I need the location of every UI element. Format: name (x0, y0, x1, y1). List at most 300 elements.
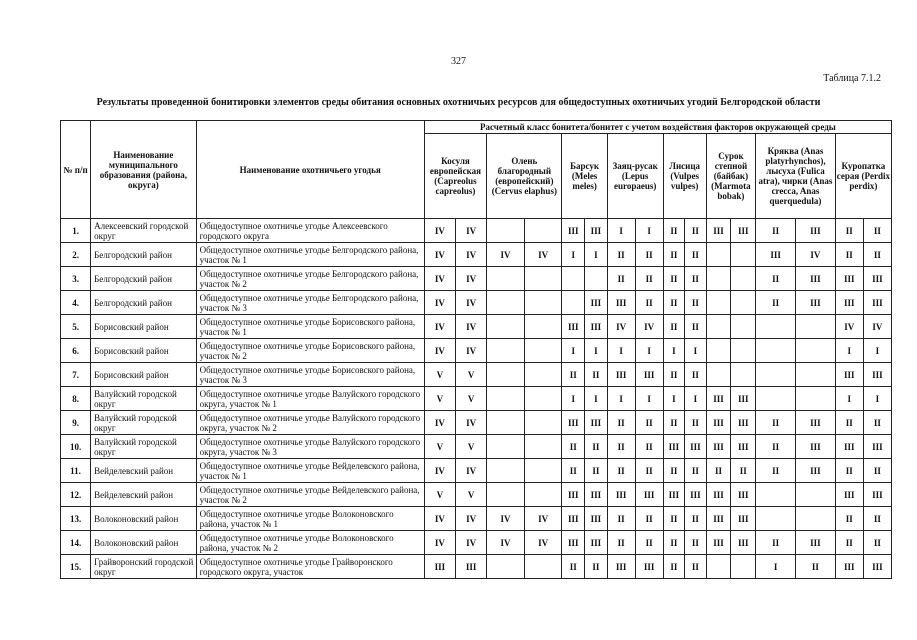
bonitet-cell: III (731, 387, 756, 411)
bonitet-cell: III (863, 291, 891, 315)
bonitet-cell (731, 267, 756, 291)
bonitet-cell: IV (424, 291, 455, 315)
table-row (61, 459, 892, 483)
bonitet-cell: III (663, 483, 685, 507)
bonitet-cell: II (685, 411, 707, 435)
bonitet-cell: IV (455, 339, 486, 363)
bonitet-cell: II (562, 459, 585, 483)
bonitet-cell: II (607, 459, 635, 483)
bonitet-cell: I (756, 555, 796, 579)
bonitet-cell: III (835, 291, 863, 315)
bonitet-cell: III (706, 387, 731, 411)
bonitet-cell: II (863, 243, 891, 267)
land-cell: Общедоступное охотничье угодье Валуйского городского округа, участок № 1 (196, 387, 424, 411)
row-number: 2. (61, 243, 91, 267)
bonitet-cell: II (685, 291, 707, 315)
table-row (61, 411, 892, 435)
bonitet-cell: II (835, 531, 863, 555)
bonitet-cell (731, 291, 756, 315)
bonitet-cell (487, 459, 525, 483)
bonitet-cell (795, 315, 835, 339)
bonitet-cell: III (795, 267, 835, 291)
bonitet-cell: III (706, 411, 731, 435)
bonitet-cell: V (424, 435, 455, 459)
bonitet-cell: II (863, 411, 891, 435)
bonitet-cell (487, 411, 525, 435)
bonitet-cell: II (706, 459, 731, 483)
bonitet-cell: II (585, 363, 608, 387)
table-body (61, 219, 892, 579)
header-group: Расчетный класс бонитета/бонитет с учетом воздействия факторов окружающей среды (424, 121, 891, 134)
table-row (61, 243, 892, 267)
district-cell: Валуйский городской округ (91, 411, 196, 435)
district-cell: Валуйский городской округ (91, 435, 196, 459)
land-cell: Общедоступное охотничье угодье Борисовского района, участок № 2 (196, 339, 424, 363)
bonitet-cell: IV (524, 243, 562, 267)
table-row (61, 531, 892, 555)
header-species: Барсук (Meles meles) (562, 134, 607, 219)
bonitet-cell: III (663, 435, 685, 459)
bonitet-cell: I (663, 339, 685, 363)
bonitet-cell: III (585, 507, 608, 531)
bonitet-cell: II (863, 507, 891, 531)
bonitet-cell: III (835, 555, 863, 579)
bonitet-cell (524, 483, 562, 507)
bonitet-cell (731, 243, 756, 267)
bonitet-cell (487, 339, 525, 363)
bonitet-cell (487, 555, 525, 579)
bonitet-cell: I (863, 387, 891, 411)
bonitet-cell: III (863, 555, 891, 579)
bonitet-cell (524, 459, 562, 483)
bonitet-cell: II (835, 219, 863, 243)
bonitet-cell: IV (424, 267, 455, 291)
bonitet-cell: II (863, 459, 891, 483)
bonitet-cell: I (607, 387, 635, 411)
district-cell: Волоконовский район (91, 507, 196, 531)
land-cell: Общедоступное охотничье угодье Белгородского района, участок № 3 (196, 291, 424, 315)
land-cell: Общедоступное охотничье угодье Алексеевского городского округа (196, 219, 424, 243)
bonitet-cell: III (635, 555, 663, 579)
bonitet-cell: I (835, 387, 863, 411)
table-row (61, 555, 892, 579)
bonitet-cell: III (706, 507, 731, 531)
bonitet-cell: III (562, 483, 585, 507)
bonitet-cell: II (795, 555, 835, 579)
land-cell: Общедоступное охотничье угодье Борисовского района, участок № 1 (196, 315, 424, 339)
bonitet-cell: II (607, 435, 635, 459)
bonitet-cell: IV (455, 315, 486, 339)
bonitet-cell: V (455, 363, 486, 387)
bonitet-cell: IV (524, 507, 562, 531)
bonitet-cell: IV (487, 507, 525, 531)
bonitet-cell: II (835, 411, 863, 435)
bonitet-cell: III (731, 531, 756, 555)
table-row (61, 267, 892, 291)
bonitet-cell: I (607, 339, 635, 363)
bonitet-cell (795, 507, 835, 531)
bonitet-cell: II (756, 411, 796, 435)
land-cell: Общедоступное охотничье угодье Белгородского района, участок № 1 (196, 243, 424, 267)
bonitet-cell: I (562, 387, 585, 411)
bonitet-cell: I (635, 339, 663, 363)
row-number: 8. (61, 387, 91, 411)
bonitet-cell (524, 267, 562, 291)
bonitet-cell (562, 267, 585, 291)
bonitet-cell: IV (424, 219, 455, 243)
bonitet-cell: IV (424, 507, 455, 531)
bonitet-cell: II (585, 555, 608, 579)
bonitet-cell: II (663, 291, 685, 315)
bonitet-cell: II (607, 411, 635, 435)
bonitet-cell: V (455, 435, 486, 459)
bonitet-cell: I (635, 219, 663, 243)
bonitet-cell: IV (795, 243, 835, 267)
bonitet-cell: V (424, 363, 455, 387)
table-row (61, 219, 892, 243)
bonitet-cell: V (455, 387, 486, 411)
bonitet-cell (524, 435, 562, 459)
district-cell: Вейделевский район (91, 459, 196, 483)
header-species: Куропатка серая (Perdix perdix) (835, 134, 891, 219)
bonitet-cell: III (731, 507, 756, 531)
land-cell: Общедоступное охотничье угодье Волоконовского района, участок № 2 (196, 531, 424, 555)
bonitet-cell: II (585, 459, 608, 483)
bonitet-cell (524, 291, 562, 315)
bonitet-cell: III (706, 483, 731, 507)
bonitet-cell (487, 219, 525, 243)
bonitet-cell: II (607, 267, 635, 291)
bonitet-cell: II (756, 531, 796, 555)
district-cell: Алексеевский городской округ (91, 219, 196, 243)
bonitet-cell: III (635, 483, 663, 507)
bonitet-cell: II (685, 555, 707, 579)
bonitet-cell: II (685, 267, 707, 291)
bonitet-cell: IV (487, 531, 525, 555)
bonitet-cell: I (585, 387, 608, 411)
bonitet-cell: II (663, 363, 685, 387)
bonitet-cell (524, 411, 562, 435)
bonitet-cell (756, 483, 796, 507)
bonitet-cell (731, 363, 756, 387)
bonitet-cell (524, 219, 562, 243)
bonitet-cell: V (424, 387, 455, 411)
bonitet-cell: II (663, 531, 685, 555)
bonitet-cell (756, 363, 796, 387)
bonitet-cell: III (835, 267, 863, 291)
land-cell: Общедоступное охотничье угодье Волоконовского района, участок № 1 (196, 507, 424, 531)
row-number: 14. (61, 531, 91, 555)
bonitet-cell (706, 315, 731, 339)
header-species: Кряква (Anas platyrhynchos), лысуха (Fulica atra), чирки (Anas crecca, Anas querquedula) (756, 134, 836, 219)
table-label: Таблица 7.1.2 (823, 73, 881, 84)
bonitet-cell: III (795, 411, 835, 435)
bonitet-cell: III (731, 435, 756, 459)
bonitet-cell: II (663, 555, 685, 579)
district-cell: Вейделевский район (91, 483, 196, 507)
bonitet-cell: III (756, 243, 796, 267)
bonitet-cell: II (685, 219, 707, 243)
bonitet-cell: III (835, 363, 863, 387)
bonitet-cell: III (607, 363, 635, 387)
bonitet-cell: IV (424, 243, 455, 267)
land-cell: Общедоступное охотничье угодье Валуйского городского округа, участок № 3 (196, 435, 424, 459)
bonitet-cell: III (562, 507, 585, 531)
row-number: 3. (61, 267, 91, 291)
bonitet-cell: II (756, 267, 796, 291)
row-number: 10. (61, 435, 91, 459)
bonitet-cell (795, 339, 835, 363)
district-cell: Грайворонский городской округ (91, 555, 196, 579)
bonitet-cell: III (835, 435, 863, 459)
bonitet-cell: III (585, 411, 608, 435)
bonitet-cell: III (863, 483, 891, 507)
land-cell: Общедоступное охотничье угодье Вейделевского района, участок № 2 (196, 483, 424, 507)
bonitet-cell (487, 315, 525, 339)
bonitet-cell: I (685, 339, 707, 363)
table-row (61, 315, 892, 339)
bonitet-cell: II (685, 459, 707, 483)
row-number: 15. (61, 555, 91, 579)
bonitet-cell (706, 267, 731, 291)
bonitet-cell: II (685, 243, 707, 267)
bonitet-cell: II (685, 531, 707, 555)
bonitet-cell: IV (424, 531, 455, 555)
bonitet-cell: II (756, 459, 796, 483)
bonitet-cell: II (663, 243, 685, 267)
land-cell: Общедоступное охотничье угодье Валуйского городского округа, участок № 2 (196, 411, 424, 435)
bonitet-cell (487, 267, 525, 291)
bonitet-cell (524, 363, 562, 387)
bonitet-cell (795, 363, 835, 387)
district-cell: Борисовский район (91, 315, 196, 339)
bonitet-cell: I (685, 387, 707, 411)
bonitet-cell: IV (455, 291, 486, 315)
table-title: Результаты проведенной бонитировки элементов среды обитания основных охотничьих ресурсов для общедоступных охотничьих угодий Белгородской области (96, 97, 821, 108)
header-species: Косуля европейская (Capreolus capreolus) (424, 134, 486, 219)
bonitet-cell: I (585, 243, 608, 267)
bonitet-cell: II (685, 507, 707, 531)
bonitet-cell: II (663, 315, 685, 339)
bonitet-cell: III (863, 435, 891, 459)
land-cell: Общедоступное охотничье угодье Борисовского района, участок № 3 (196, 363, 424, 387)
bonitet-cell: III (455, 555, 486, 579)
bonitet-cell: II (663, 507, 685, 531)
bonitet-cell (731, 315, 756, 339)
bonitet-cell: II (863, 219, 891, 243)
bonitet-cell: II (607, 243, 635, 267)
bonitet-cell: IV (487, 243, 525, 267)
header-species: Лисица (Vulpes vulpes) (663, 134, 706, 219)
land-cell: Общедоступное охотничье угодье Белгородского района, участок № 2 (196, 267, 424, 291)
bonitet-cell: III (562, 411, 585, 435)
bonitet-cell (706, 363, 731, 387)
bonitet-cell (585, 267, 608, 291)
bonitet-cell (706, 243, 731, 267)
bonitet-cell (756, 339, 796, 363)
table-row (61, 387, 892, 411)
header-num: № п/п (61, 121, 91, 219)
bonitet-cell: IV (835, 315, 863, 339)
bonitet-cell (706, 555, 731, 579)
bonitet-cell (731, 339, 756, 363)
bonitet-cell: II (635, 435, 663, 459)
table-row (61, 363, 892, 387)
bonitet-cell: I (835, 339, 863, 363)
bonitet-cell (487, 483, 525, 507)
table-row (61, 339, 892, 363)
bonitet-cell (487, 387, 525, 411)
row-number: 9. (61, 411, 91, 435)
bonitet-cell: III (795, 435, 835, 459)
bonitet-cell: I (635, 387, 663, 411)
district-cell: Белгородский район (91, 243, 196, 267)
row-number: 12. (61, 483, 91, 507)
header-district: Наименование муниципального образования (района, округа) (91, 121, 196, 219)
bonitet-cell (487, 363, 525, 387)
bonitet-cell: III (731, 219, 756, 243)
bonitet-cell (524, 387, 562, 411)
bonitet-cell: I (663, 387, 685, 411)
row-number: 1. (61, 219, 91, 243)
bonitet-cell: II (635, 267, 663, 291)
bonitet-cell: III (635, 363, 663, 387)
bonitet-cell: I (562, 339, 585, 363)
bonitet-cell: II (863, 531, 891, 555)
district-cell: Борисовский район (91, 363, 196, 387)
bonitet-cell (524, 315, 562, 339)
page-number: 327 (451, 56, 466, 67)
bonitet-cell (524, 555, 562, 579)
bonitet-cell (731, 555, 756, 579)
bonitet-cell: III (835, 483, 863, 507)
bonitet-cell (756, 315, 796, 339)
bonitet-cell: II (685, 363, 707, 387)
district-cell: Волоконовский район (91, 531, 196, 555)
bonitet-cell: II (562, 435, 585, 459)
bonitet-cell (487, 435, 525, 459)
bonitet-cell: II (562, 363, 585, 387)
district-cell: Белгородский район (91, 267, 196, 291)
bonitet-cell: IV (635, 315, 663, 339)
bonitet-cell: II (585, 435, 608, 459)
bonitet-cell (756, 387, 796, 411)
bonitet-cell: II (756, 219, 796, 243)
bonitet-cell: III (863, 267, 891, 291)
bonitet-cell: III (731, 411, 756, 435)
bonitet-cell (706, 291, 731, 315)
bonitet-cell: II (635, 459, 663, 483)
bonitet-cell: V (424, 483, 455, 507)
bonitet-cell (487, 291, 525, 315)
bonitet-cell: I (562, 243, 585, 267)
bonitet-cell: II (835, 459, 863, 483)
bonitet-cell: I (607, 219, 635, 243)
district-cell: Борисовский район (91, 339, 196, 363)
district-cell: Белгородский район (91, 291, 196, 315)
table-row (61, 291, 892, 315)
bonitet-cell: III (795, 219, 835, 243)
bonitet-cell (524, 339, 562, 363)
bonitet-cell (795, 387, 835, 411)
bonitet-cell: II (663, 411, 685, 435)
bonitet-cell: II (685, 315, 707, 339)
bonitet-cell: IV (455, 459, 486, 483)
table-row (61, 507, 892, 531)
header-land: Наименование охотничьего угодья (196, 121, 424, 219)
table-row (61, 483, 892, 507)
bonitet-cell (562, 291, 585, 315)
bonitet-cell: III (562, 219, 585, 243)
bonitet-cell: II (835, 243, 863, 267)
bonitet-cell: IV (424, 315, 455, 339)
bonitet-cell: IV (455, 219, 486, 243)
bonitet-cell: IV (424, 411, 455, 435)
bonitet-cell: III (706, 531, 731, 555)
bonitet-cell: II (756, 435, 796, 459)
bonitet-cell: II (607, 531, 635, 555)
bonitet-cell: II (663, 459, 685, 483)
bonitet-table (60, 120, 892, 579)
bonitet-cell: IV (455, 243, 486, 267)
land-cell: Общедоступное охотничье угодье Грайворонского городского округа, участок (196, 555, 424, 579)
bonitet-cell: IV (424, 339, 455, 363)
row-number: 7. (61, 363, 91, 387)
header-species: Олень благородный (европейский) (Cervus elaphus) (487, 134, 562, 219)
header-species: Заяц-русак (Lepus europaeus) (607, 134, 663, 219)
bonitet-cell: II (607, 507, 635, 531)
bonitet-cell: I (585, 339, 608, 363)
bonitet-cell: IV (455, 531, 486, 555)
bonitet-cell: IV (455, 267, 486, 291)
bonitet-cell (756, 507, 796, 531)
bonitet-cell: III (731, 483, 756, 507)
bonitet-cell: III (607, 483, 635, 507)
bonitet-cell: III (585, 219, 608, 243)
bonitet-cell: III (562, 315, 585, 339)
bonitet-cell: III (795, 459, 835, 483)
bonitet-cell: II (635, 411, 663, 435)
bonitet-cell: IV (455, 507, 486, 531)
row-number: 11. (61, 459, 91, 483)
bonitet-cell: V (455, 483, 486, 507)
bonitet-cell: III (585, 291, 608, 315)
table-row (61, 435, 892, 459)
bonitet-cell: III (424, 555, 455, 579)
row-number: 6. (61, 339, 91, 363)
bonitet-cell: IV (455, 411, 486, 435)
bonitet-cell: IV (424, 459, 455, 483)
bonitet-cell: III (562, 531, 585, 555)
bonitet-cell: II (635, 291, 663, 315)
bonitet-cell: III (685, 435, 707, 459)
bonitet-cell (795, 483, 835, 507)
land-cell: Общедоступное охотничье угодье Вейделевского района, участок № 1 (196, 459, 424, 483)
bonitet-cell: II (635, 243, 663, 267)
bonitet-cell: III (607, 291, 635, 315)
bonitet-cell: III (607, 555, 635, 579)
bonitet-cell: II (663, 267, 685, 291)
row-number: 13. (61, 507, 91, 531)
bonitet-cell: II (756, 291, 796, 315)
row-number: 5. (61, 315, 91, 339)
header-species: Сурок степной (байбак) (Marmota bobak) (706, 134, 756, 219)
bonitet-cell: III (685, 483, 707, 507)
bonitet-cell: II (635, 507, 663, 531)
bonitet-cell: III (795, 531, 835, 555)
row-number: 4. (61, 291, 91, 315)
bonitet-cell: II (635, 531, 663, 555)
